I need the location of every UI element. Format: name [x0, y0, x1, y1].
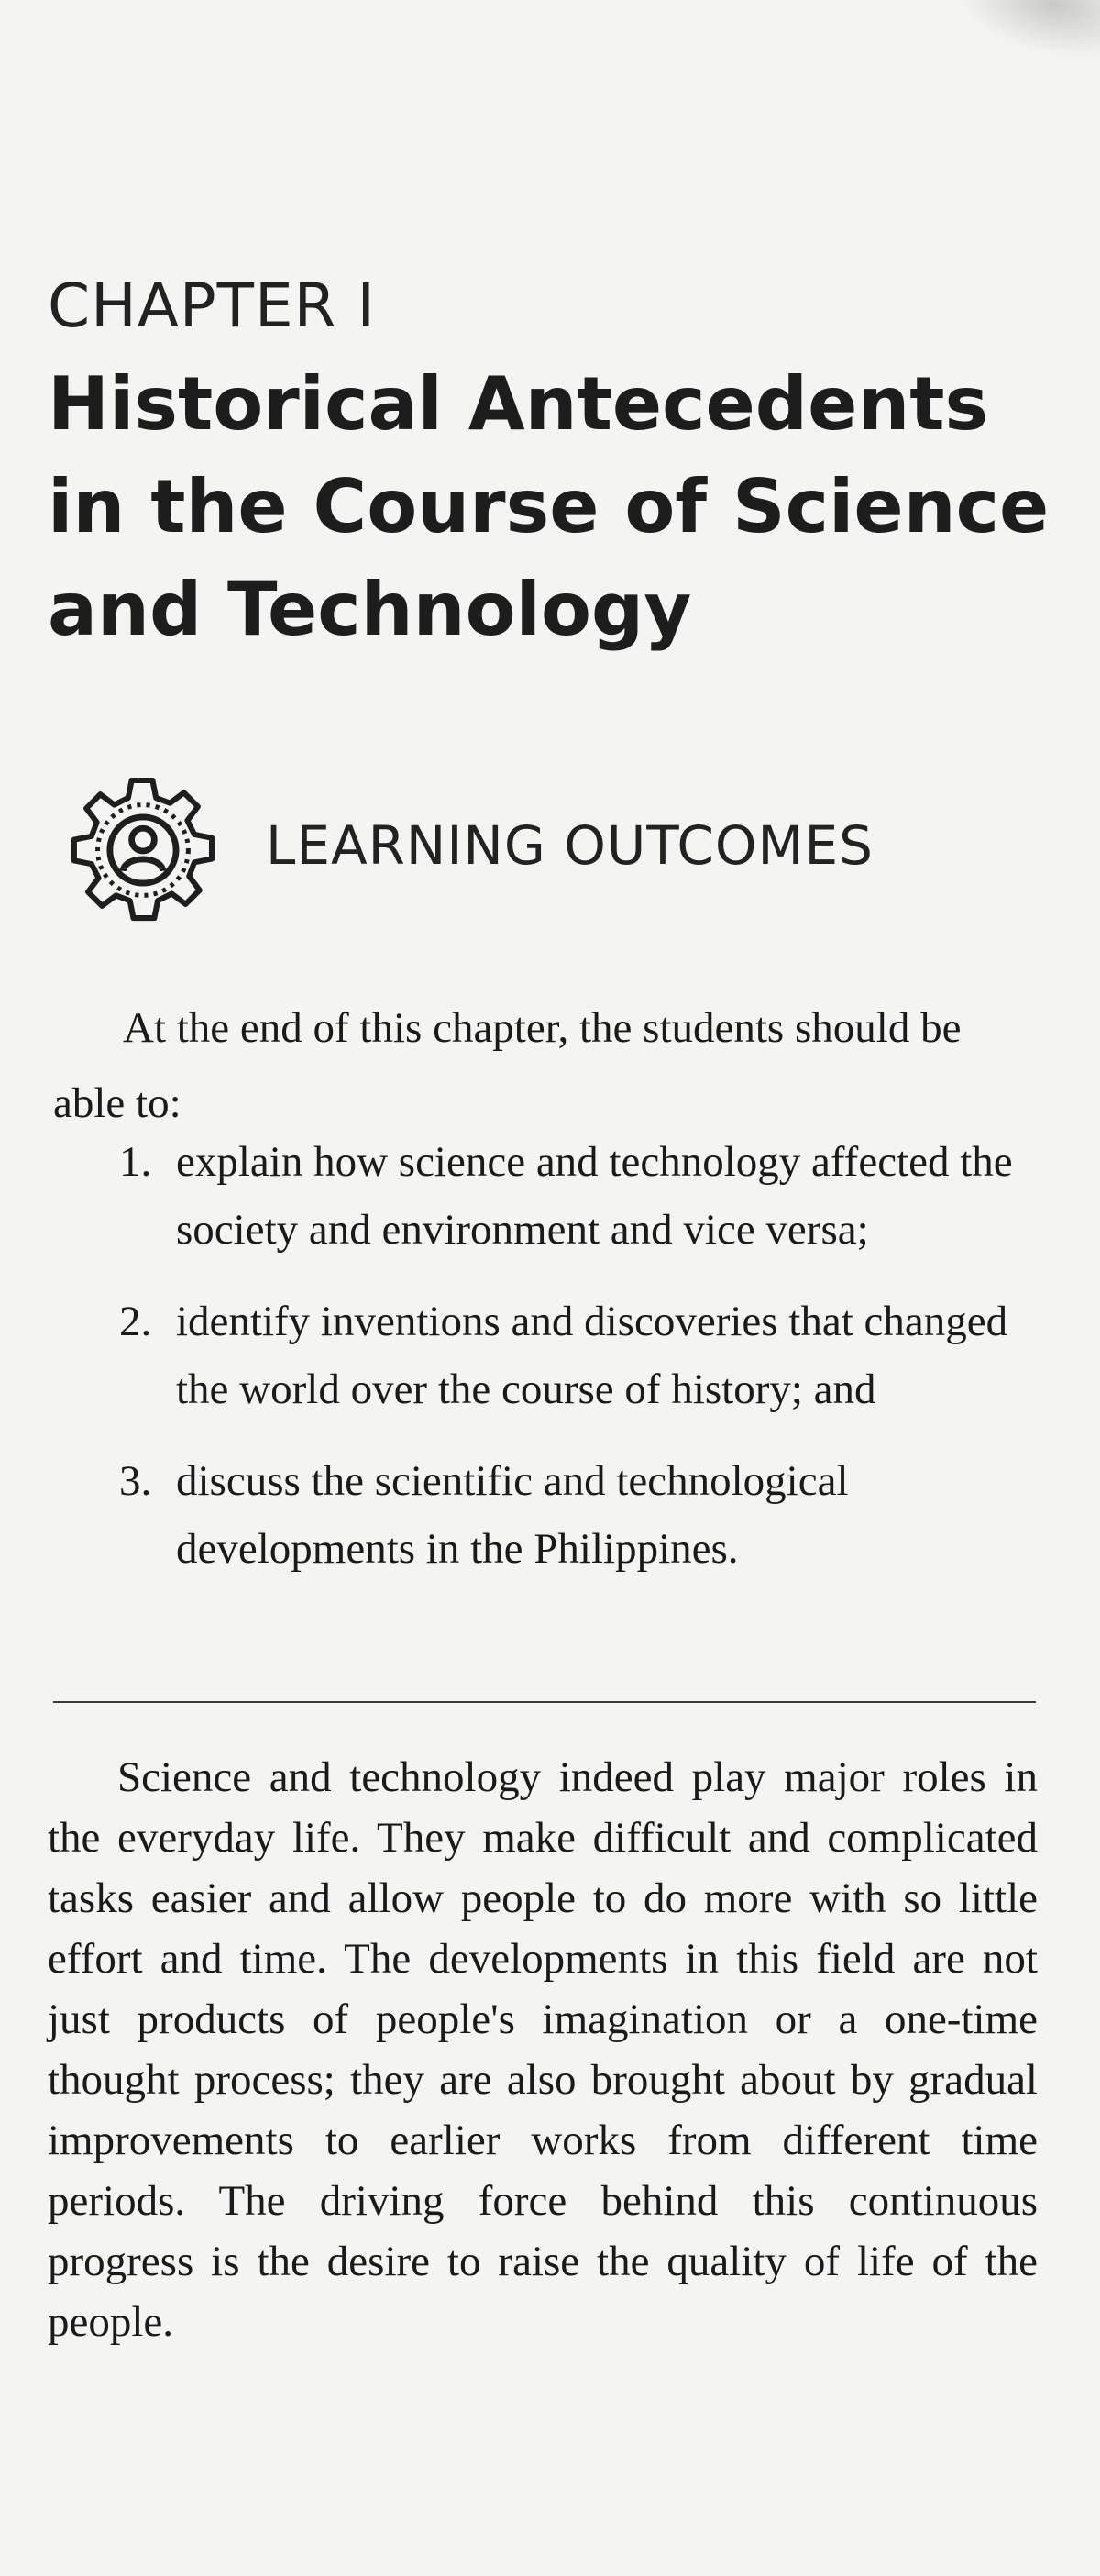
body-paragraph: Science and technology indeed play major roles in the everyday life. They make difficult and complicated tasks easier and allow people to do more with so little effort and time. The developments in this field are not just products of people's imagination or a one-time thought process; they are also brought about by gradual improvements to earlier works from different time periods. The driving force behind this continuous progress is the desire to raise the quality of life of the people. — [48, 1753, 1038, 2346]
list-item-number: 2. — [119, 1298, 152, 1345]
list-item-text: explain how science and technology affected the society and environment and vice versa; — [176, 1138, 1013, 1254]
learning-outcomes-heading: LEARNING OUTCOMES — [266, 814, 874, 877]
gear-person-icon — [55, 763, 229, 937]
section-divider — [53, 1701, 1036, 1703]
list-item — [119, 1447, 1045, 1583]
list-item-text: identify inventions and discoveries that changed the world over the course of history; and — [176, 1298, 1008, 1413]
chapter-label: CHAPTER I — [48, 271, 376, 341]
list-item-number: 3. — [119, 1457, 152, 1505]
page-edge-shadow — [945, 0, 1100, 75]
learning-outcomes-intro: At the end of this chapter, the students should be able to: — [53, 1004, 962, 1127]
list-item-number: 1. — [119, 1138, 152, 1186]
list-item-text: discuss the scientific and technological developments in the Philippines. — [176, 1457, 849, 1573]
list-item — [119, 1288, 1045, 1423]
chapter-title: Historical Antecedents in the Course of Science and Technology — [48, 361, 1050, 652]
learning-outcomes-list — [119, 1128, 1045, 1607]
list-item — [119, 1128, 1045, 1264]
